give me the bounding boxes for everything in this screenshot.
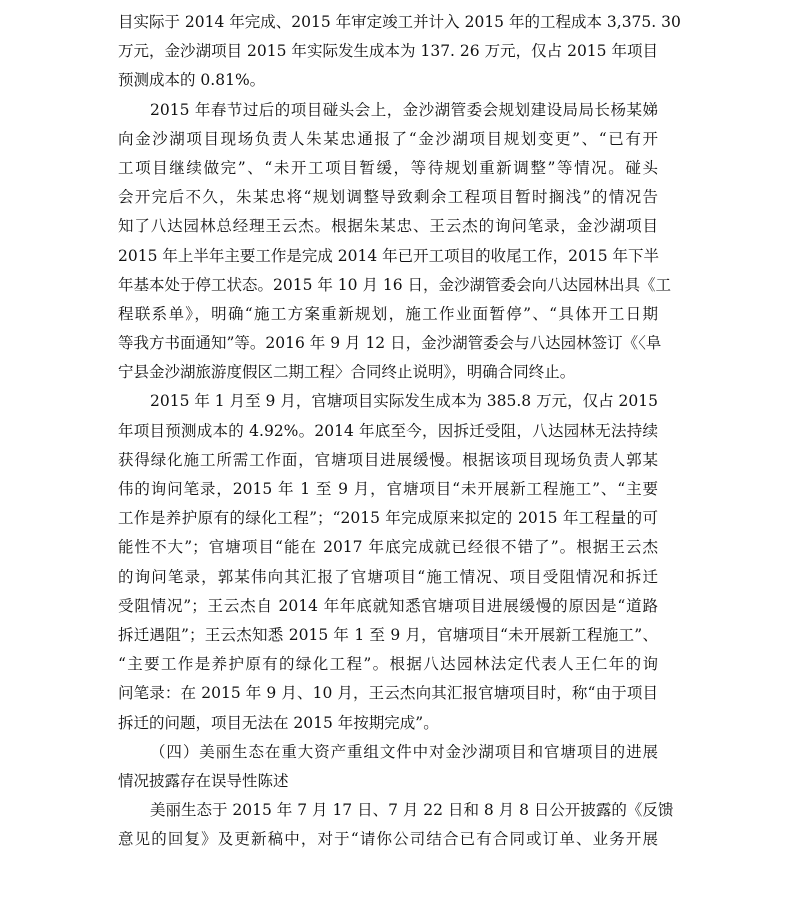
paragraph-jinshahu-planning — [118, 96, 672, 388]
text-line: “主要工作是养护原有的绿化工程”。根据八达园林法定代表人王仁年的询 — [118, 655, 658, 674]
text-line: 问笔录：在 2015 年 9 月、10 月，王云杰向其汇报官塘项目时，称“由于项目 — [118, 684, 658, 703]
text-line: 向金沙湖项目现场负责人朱某忠通报了“金沙湖项目规划变更”、“已有开 — [118, 129, 658, 148]
paragraph-disclosure — [118, 796, 674, 854]
text-line: 2015 年上半年主要工作是完成 2014 年已开工项目的收尾工作，2015 年下半 — [118, 246, 660, 265]
text-line: 能性不大”；官塘项目“能在 2017 年底完成就已经很不错了”。根据王云杰 — [118, 538, 658, 557]
text-line: 年项目预测成本的 4.92%。2014 年底至今，因拆迁受阻，八达园林无法持续 — [118, 421, 658, 440]
paragraph-cost-summary — [118, 8, 681, 96]
text-line: 的询问笔录，郭某伟向其汇报了官塘项目“施工情况、项目受阻情况和拆迁 — [118, 567, 658, 586]
text-line: 预测成本的 0.81%。 — [118, 71, 266, 90]
heading-line: 情况披露存在误导性陈述 — [118, 771, 289, 790]
text-line: 知了八达园林总经理王云杰。根据朱某忠、王云杰的询问笔录，金沙湖项目 — [118, 217, 658, 236]
paragraph-guantang-progress — [118, 387, 658, 737]
text-line: 目实际于 2014 年完成、2015 年审定竣工并计入 2015 年的工程成本 3,375. 30 — [118, 13, 681, 31]
text-line: 工作是养护原有的绿化工程”；“2015 年完成原来拟定的 2015 年工程量的可 — [118, 509, 658, 528]
text-line: 拆迁的问题，项目无法在 2015 年按期完成”。 — [118, 713, 439, 732]
text-line: 2015 年 1 月至 9 月，官塘项目实际发生成本为 385.8 万元，仅占 2015 — [150, 392, 658, 411]
text-line: 年基本处于停工状态。2015 年 10 月 16 日，金沙湖管委会向八达园林出具《工 — [118, 275, 672, 294]
text-line: 等我方书面通知”等。2016 年 9 月 12 日，金沙湖管委会与八达园林签订《〈阜 — [118, 334, 662, 353]
text-line: 意见的回复》及更新稿中，对于“请你公司结合已有合同或订单、业务开展 — [118, 830, 658, 849]
text-line: 2015 年春节过后的项目碰头会上，金沙湖管委会规划建设局局长杨某娣 — [150, 100, 658, 119]
text-line: 受阻情况”；王云杰自 2014 年年底就知悉官塘项目进展缓慢的原因是“道路 — [118, 596, 658, 615]
text-line: 宁县金沙湖旅游度假区二期工程〉合同终止说明》，明确合同终止。 — [118, 363, 576, 382]
text-line: 会开完后不久，朱某忠将“规划调整导致剩余工程项目暂时搁浅”的情况告 — [118, 188, 658, 207]
heading-line: （四）美丽生态在重大资产重组文件中对金沙湖项目和官塘项目的进展 — [150, 742, 658, 761]
text-line: 获得绿化施工所需工作面，官塘项目进展缓慢。根据该项目现场负责人郭某 — [118, 450, 658, 469]
section-heading-4 — [118, 738, 658, 796]
text-line: 拆迁遇阻”；王云杰知悉 2015 年 1 至 9 月，官塘项目“未开展新工程施工”、 — [118, 625, 658, 644]
text-line: 万元，金沙湖项目 2015 年实际发生成本为 137. 26 万元，仅占 2015 年项目 — [118, 42, 658, 61]
text-line: 美丽生态于 2015 年 7 月 17 日、7 月 22 日和 8 月 8 日公开披露的《反馈 — [150, 801, 674, 820]
text-line: 程联系单》，明确“施工方案重新规划，施工作业面暂停”、“具体开工日期 — [118, 304, 658, 323]
text-line: 伟的询问笔录，2015 年 1 至 9 月，官塘项目“未开展新工程施工”、“主要 — [118, 480, 658, 498]
text-line: 工项目继续做完”、“未开工项目暂缓，等待规划重新调整”等情况。碰头 — [118, 158, 658, 177]
document-page — [118, 8, 681, 854]
